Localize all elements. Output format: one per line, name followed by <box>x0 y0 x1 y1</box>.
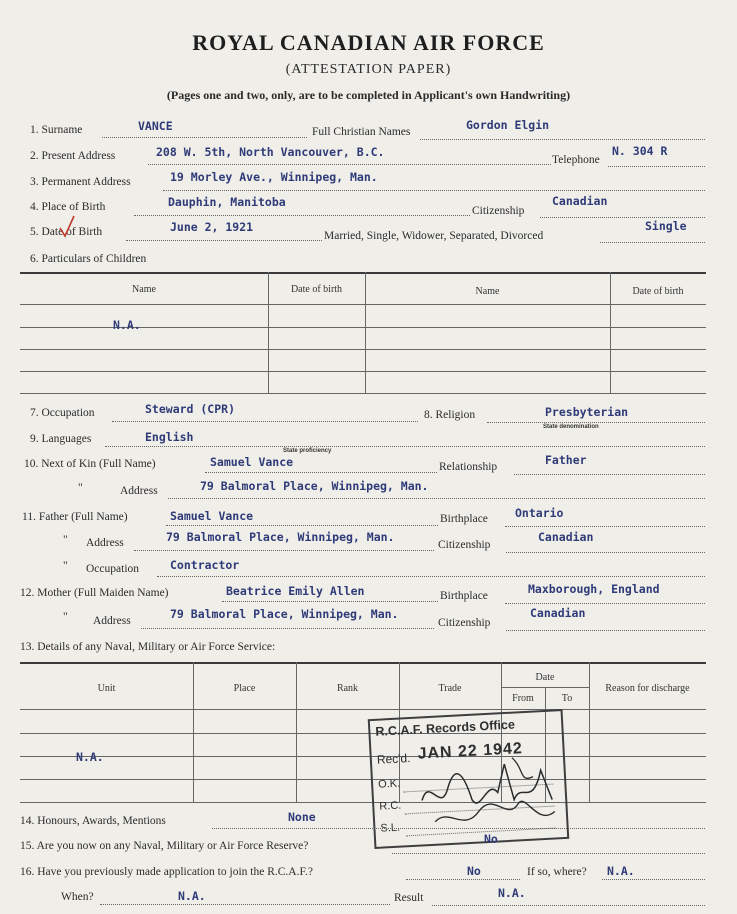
mother-birthplace-rule <box>505 603 705 604</box>
stamp-office-line: R.C.A.F. Records Office <box>375 717 516 739</box>
previous-application-label: 16. Have you previously made application to join the R.C.A.F.? <box>20 866 313 878</box>
father-occupation-rule <box>157 576 705 577</box>
mother-ditto-mark: " <box>63 611 68 623</box>
reserve-value: No <box>484 832 498 846</box>
service-col-trade: Trade <box>438 683 462 694</box>
religion-label: 8. Religion <box>424 409 476 421</box>
service-col-reason: Reason for discharge <box>605 683 690 694</box>
religion-rule <box>487 422 705 423</box>
result-rule <box>432 905 705 906</box>
dob-value: June 2, 1921 <box>170 220 254 234</box>
nok-address-value: 79 Balmoral Place, Winnipeg, Man. <box>200 479 429 493</box>
surname-value: VANCE <box>138 119 173 133</box>
marital-status-value: Single <box>645 219 687 233</box>
father-address-rule <box>134 550 434 551</box>
mother-birthplace-value: Maxborough, England <box>528 582 660 596</box>
nok-ditto-mark: " <box>78 482 83 494</box>
telephone-label: Telephone <box>552 154 600 166</box>
place-of-birth-label: 4. Place of Birth <box>30 201 106 213</box>
languages-label: 9. Languages <box>30 433 92 445</box>
relationship-rule <box>514 474 705 475</box>
present-address-label: 2. Present Address <box>30 150 116 162</box>
father-citizenship-label: Citizenship <box>438 539 491 551</box>
place-of-birth-rule <box>134 215 470 216</box>
mother-address-label: Address <box>93 615 131 627</box>
service-col-to: To <box>561 693 573 704</box>
relationship-value: Father <box>545 453 587 467</box>
telephone-value: N. 304 R <box>612 144 668 158</box>
father-birthplace-value: Ontario <box>515 506 564 520</box>
nok-address-label: Address <box>120 485 158 497</box>
telephone-rule <box>608 166 705 167</box>
children-label: 6. Particulars of Children <box>30 253 147 265</box>
surname-label: 1. Surname <box>30 124 83 136</box>
father-ditto-mark-2: " <box>63 560 68 572</box>
next-of-kin-rule <box>205 472 437 473</box>
mother-label: 12. Mother (Full Maiden Name) <box>20 587 169 599</box>
where-rule <box>602 879 705 880</box>
father-occupation-value: Contractor <box>170 558 240 572</box>
next-of-kin-label: 10. Next of Kin (Full Name) <box>24 458 156 470</box>
form-instruction: (Pages one and two, only, are to be completed in Applicant's own Handwriting) <box>166 88 571 102</box>
service-col-place: Place <box>233 683 256 694</box>
stamp-date: JAN 22 1942 <box>417 740 524 763</box>
mother-citizenship-value: Canadian <box>530 606 586 620</box>
religion-note: State denomination <box>543 424 599 430</box>
surname-rule <box>102 137 307 138</box>
stamp-ok-label: O.K. <box>377 777 401 791</box>
service-label: 13. Details of any Naval, Military or Air Force Service: <box>20 641 276 653</box>
stamp-rc-label: R.C. <box>379 799 402 813</box>
occupation-value: Steward (CPR) <box>145 402 236 416</box>
citizenship-value: Canadian <box>552 194 608 208</box>
stamp-received-label: Rec'd. <box>376 751 411 767</box>
stamp-sl-label: S.L. <box>380 821 401 835</box>
next-of-kin-value: Samuel Vance <box>210 455 294 469</box>
languages-note: State proficiency <box>283 448 332 454</box>
permanent-address-rule <box>163 190 705 191</box>
permanent-address-value: 19 Morley Ave., Winnipeg, Man. <box>170 170 378 184</box>
form-title: ROYAL CANADIAN AIR FORCE <box>192 30 545 55</box>
marital-status-rule <box>600 242 705 243</box>
dob-rule <box>126 240 322 241</box>
service-col-unit: Unit <box>97 683 116 694</box>
father-label: 11. Father (Full Name) <box>22 511 128 523</box>
children-entry: N.A. <box>113 318 141 332</box>
service-col-from: From <box>512 693 534 704</box>
honours-value: None <box>288 810 316 824</box>
children-col-dob-1: Date of birth <box>290 284 343 295</box>
reserve-rule <box>392 853 705 854</box>
mother-citizenship-label: Citizenship <box>438 617 491 629</box>
children-col-name-2: Name <box>475 286 500 297</box>
nok-address-rule <box>168 498 705 499</box>
citizenship-label: Citizenship <box>472 205 525 217</box>
when-label: When? <box>61 891 94 903</box>
father-address-value: 79 Balmoral Place, Winnipeg, Man. <box>166 530 395 544</box>
citizenship-rule <box>540 217 705 218</box>
when-value: N.A. <box>178 889 206 903</box>
reserve-label: 15. Are you now on any Naval, Military or Air Force Reserve? <box>20 840 309 852</box>
mother-birthplace-label: Birthplace <box>440 590 488 602</box>
languages-rule <box>105 446 705 447</box>
christian-names-label: Full Christian Names <box>312 126 411 138</box>
mother-address-value: 79 Balmoral Place, Winnipeg, Man. <box>170 607 399 621</box>
mother-rule <box>222 601 438 602</box>
result-label: Result <box>394 892 424 904</box>
honours-rule <box>212 828 705 829</box>
service-col-date: Date <box>535 672 555 683</box>
languages-value: English <box>145 430 194 444</box>
when-rule <box>100 904 390 905</box>
father-ditto-mark: " <box>63 534 68 546</box>
christian-names-value: Gordon Elgin <box>466 118 550 132</box>
mother-value: Beatrice Emily Allen <box>226 584 365 598</box>
permanent-address-label: 3. Permanent Address <box>30 176 131 188</box>
father-occupation-label: Occupation <box>86 563 140 575</box>
form-subtitle: (ATTESTATION PAPER) <box>285 62 452 77</box>
children-col-dob-2: Date of birth <box>632 286 684 297</box>
honours-label: 14. Honours, Awards, Mentions <box>20 815 166 827</box>
occupation-label: 7. Occupation <box>30 407 95 419</box>
where-value: N.A. <box>607 864 635 878</box>
father-rule <box>166 525 438 526</box>
christian-names-rule <box>420 139 705 140</box>
service-col-rank: Rank <box>336 683 359 694</box>
father-citizenship-rule <box>506 552 705 553</box>
previous-application-rule <box>406 879 520 880</box>
dob-label: 5. Date of Birth <box>30 226 103 238</box>
present-address-rule <box>148 164 551 165</box>
father-address-label: Address <box>86 537 124 549</box>
relationship-label: Relationship <box>439 461 498 473</box>
previous-application-value: No <box>467 864 481 878</box>
mother-address-rule <box>141 628 434 629</box>
service-entry: N.A. <box>76 750 104 764</box>
mother-citizenship-rule <box>506 630 705 631</box>
place-of-birth-value: Dauphin, Manitoba <box>168 195 286 209</box>
father-birthplace-label: Birthplace <box>440 513 488 525</box>
marital-status-label: Married, Single, Widower, Separated, Divorced <box>324 230 544 242</box>
father-birthplace-rule <box>505 526 705 527</box>
religion-value: Presbyterian <box>545 405 629 419</box>
father-value: Samuel Vance <box>170 509 254 523</box>
check-mark-icon <box>58 214 76 240</box>
children-col-name-1: Name <box>132 284 156 295</box>
present-address-value: 208 W. 5th, North Vancouver, B.C. <box>156 145 385 159</box>
result-value: N.A. <box>498 886 526 900</box>
where-label: If so, where? <box>527 866 587 878</box>
occupation-rule <box>112 421 418 422</box>
father-citizenship-value: Canadian <box>538 530 594 544</box>
